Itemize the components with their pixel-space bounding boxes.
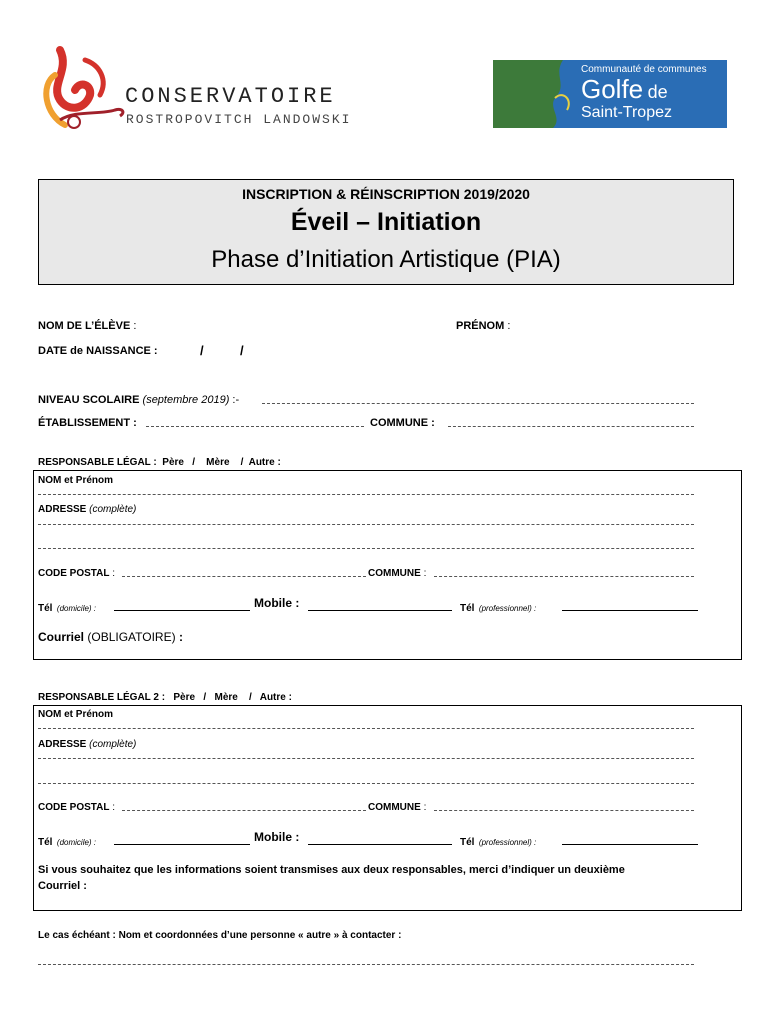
resp1-heading: RESPONSABLE LÉGAL : Père / Mère / Autre : <box>38 457 281 468</box>
resp1-tel-dom-note: (domicile) : <box>56 604 97 613</box>
resp1-adresse-row <box>38 504 136 515</box>
contact-line[interactable] <box>38 964 694 965</box>
nom-eleve-label: NOM DE L’ÉLÈVE <box>38 320 131 332</box>
date-naissance-label: DATE de NAISSANCE : <box>38 345 158 357</box>
date-sep-2: / <box>240 343 244 358</box>
etablissement-label: ÉTABLISSEMENT : <box>38 417 137 429</box>
resp2-cp-colon: : <box>112 802 116 813</box>
resp1-tel-label: Tél <box>38 603 53 614</box>
resp1-courriel-colon: : <box>178 630 183 644</box>
resp1-cp-row <box>38 568 115 579</box>
resp2-adresse-note: (complète) <box>89 739 137 750</box>
golfe-line1: Communauté de communes <box>581 64 707 75</box>
resp1-adresse-line2[interactable] <box>38 548 694 549</box>
resp1-cp-line[interactable] <box>122 576 366 577</box>
resp2-mobile-line[interactable] <box>308 844 452 845</box>
resp1-courriel-note: (OBLIGATOIRE) <box>87 630 176 644</box>
resp2-tel-dom-note: (domicile) : <box>56 838 97 847</box>
title-line2: Éveil – Initiation <box>290 208 482 236</box>
resp2-tel-label: Tél <box>38 837 53 848</box>
title-line3: Phase d’Initiation Artistique (PIA) <box>211 246 561 273</box>
date-sep-1: / <box>200 343 204 358</box>
resp2-commune-colon: : <box>423 802 427 813</box>
resp1-cp-colon: : <box>112 568 116 579</box>
golfe-line2 <box>581 74 668 105</box>
resp2-info-line2: Courriel : <box>38 880 87 892</box>
resp1-mobile-label: Mobile : <box>254 596 300 610</box>
resp1-tel-pro-row <box>460 598 536 616</box>
golfe-de: de <box>647 82 668 102</box>
prenom-row <box>456 320 510 332</box>
resp1-tel-dom-row <box>38 598 96 616</box>
title-line1: INSCRIPTION & RÉINSCRIPTION 2019/2020 <box>242 186 530 202</box>
resp2-commune-line[interactable] <box>434 810 694 811</box>
resp1-adresse-line1[interactable] <box>38 524 694 525</box>
resp2-adresse-label: ADRESSE <box>38 739 87 750</box>
resp1-tel-pro-note: (professionnel) : <box>478 604 537 613</box>
golfe-word: Golfe <box>581 74 644 104</box>
resp1-courriel-row <box>38 630 183 644</box>
resp1-tel2-label: Tél <box>460 603 475 614</box>
commune-line[interactable] <box>448 426 694 427</box>
resp2-cp-row <box>38 802 115 813</box>
resp2-mobile-label: Mobile : <box>254 830 300 844</box>
niveau-colon: :- <box>232 394 240 406</box>
resp1-tel-dom-line[interactable] <box>114 610 250 611</box>
resp1-nom-line[interactable] <box>38 494 694 495</box>
conservatoire-logo <box>30 40 390 140</box>
resp2-nom-prenom: NOM et Prénom <box>38 709 114 720</box>
resp1-adresse-label: ADRESSE <box>38 504 87 515</box>
niveau-line[interactable] <box>262 403 694 404</box>
golfe-line3: Saint-Tropez <box>581 104 672 121</box>
nom-eleve-colon: : <box>133 320 137 332</box>
nom-eleve-row <box>38 320 136 332</box>
conservatoire-subtitle: ROSTROPOVITCH LANDOWSKI <box>126 112 352 127</box>
prenom-label: PRÉNOM <box>456 320 505 332</box>
resp1-mobile-line[interactable] <box>308 610 452 611</box>
title-box <box>38 179 734 285</box>
golfe-saint-tropez-logo <box>493 60 727 128</box>
dancer-logo-icon <box>30 40 130 140</box>
etablissement-line[interactable] <box>146 426 364 427</box>
resp2-tel-pro-line[interactable] <box>562 844 698 845</box>
commune-label: COMMUNE : <box>370 417 435 429</box>
contact-label: Le cas échéant : Nom et coordonnées d’une personne « autre » à contacter : <box>38 930 402 941</box>
niveau-note: (septembre 2019) <box>142 394 230 406</box>
resp2-commune-label: COMMUNE <box>368 802 421 813</box>
resp1-courriel-label: Courriel <box>38 630 85 644</box>
resp2-cp-line[interactable] <box>122 810 366 811</box>
resp1-tel-pro-line[interactable] <box>562 610 698 611</box>
resp2-info-line1: Si vous souhaitez que les informations soient transmises aux deux responsables, merci d’indiquer un deuxième <box>38 864 625 876</box>
resp2-cp-label: CODE POSTAL <box>38 802 110 813</box>
resp2-commune-row <box>368 802 426 813</box>
prenom-colon: : <box>507 320 511 332</box>
resp1-commune-colon: : <box>423 568 427 579</box>
niveau-row <box>38 394 239 406</box>
conservatoire-name: CONSERVATOIRE <box>125 84 336 109</box>
resp2-tel2-label: Tél <box>460 837 475 848</box>
resp2-heading: RESPONSABLE LÉGAL 2 : Père / Mère / Autre : <box>38 692 292 703</box>
resp1-adresse-note: (complète) <box>89 504 137 515</box>
resp1-nom-prenom: NOM et Prénom <box>38 475 114 486</box>
resp1-cp-label: CODE POSTAL <box>38 568 110 579</box>
resp1-commune-label: COMMUNE <box>368 568 421 579</box>
resp2-tel-dom-row <box>38 832 96 850</box>
resp1-commune-line[interactable] <box>434 576 694 577</box>
resp2-nom-line[interactable] <box>38 728 694 729</box>
resp2-tel-pro-note: (professionnel) : <box>478 838 537 847</box>
resp2-tel-dom-line[interactable] <box>114 844 250 845</box>
resp2-adresse-line2[interactable] <box>38 783 694 784</box>
resp2-tel-pro-row <box>460 832 536 850</box>
resp2-adresse-line1[interactable] <box>38 758 694 759</box>
resp2-adresse-row <box>38 739 136 750</box>
niveau-label: NIVEAU SCOLAIRE <box>38 394 140 406</box>
resp1-commune-row <box>368 568 426 579</box>
